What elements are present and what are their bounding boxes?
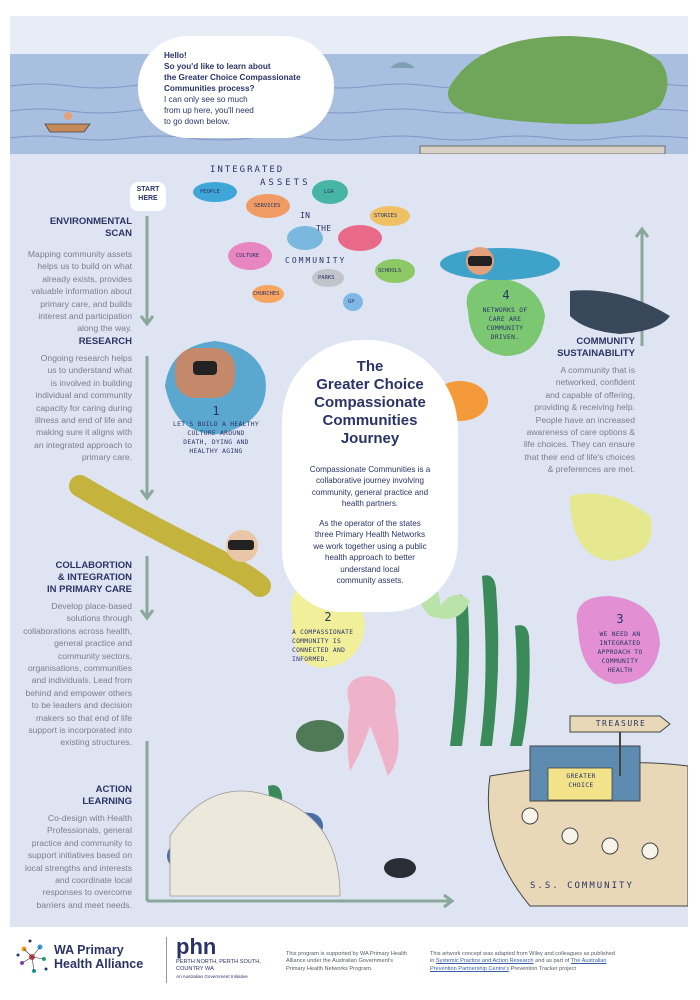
sustain-title-1: COMMUNITY (576, 336, 635, 347)
env-scan-line: Mapping community assets (27, 249, 132, 259)
bubble-3-line: INTEGRATED (599, 640, 641, 647)
bubble-1-number: 1 (212, 404, 220, 418)
start-here-line-2: HERE (138, 195, 158, 202)
collab-title-2: & INTEGRATION (57, 572, 132, 583)
action-line: support initiatives based on (27, 850, 132, 861)
research-line: making sure it aligns with (35, 427, 132, 438)
ship-name: S.S. COMMUNITY (530, 881, 634, 891)
diver-research (175, 348, 235, 398)
sustain-line: A community that is (560, 365, 635, 375)
research-line: illness and end of life and (35, 415, 132, 426)
center-p2-line: community assets. (336, 576, 404, 586)
credit-line: and as part of (533, 958, 571, 965)
env-scan-line: helps us to build on what (37, 261, 132, 272)
bubble-3-line: APPROACH TO (597, 649, 643, 656)
fish-label-services: SERVICES (254, 203, 281, 209)
action-line: responses to overcome (42, 887, 132, 898)
rowing-boat (45, 124, 90, 132)
fish-label-churches: CHURCHES (253, 291, 280, 297)
speech-line-5: I can only see so much (164, 95, 248, 104)
fish-label-parks: PARKS (318, 275, 335, 281)
center-p2-line: understand local (340, 564, 400, 574)
bubble-2-line: A COMPASSIONATE (292, 629, 354, 636)
collab-line: solutions through (66, 613, 132, 624)
center-p1-line: community, general practice and (311, 487, 429, 497)
collab-line: collaborations across health, (23, 625, 132, 636)
center-p2-line: As the operator of the states (319, 519, 421, 528)
env-scan-line: primary care, and builds (40, 298, 132, 309)
speech-line-2: So you'd like to learn about (164, 62, 271, 71)
bubble-2-text (292, 628, 366, 664)
env-scan-body (10, 248, 132, 335)
action-line: Professionals, general (46, 825, 132, 836)
assets-word-community: COMMUNITY (285, 256, 347, 265)
speech-line-3: the Greater Choice Compassionate (164, 73, 301, 82)
sustain-line: that their end of life's choices (524, 451, 635, 462)
bubble-3-line: HEALTH (607, 667, 633, 674)
env-scan-title-1: ENVIRONMENTAL (49, 216, 132, 227)
research-body (10, 352, 132, 464)
research-line: capacity for caring during (35, 402, 132, 413)
collab-line: organisations, communities (27, 663, 132, 674)
credit-link-partnership-1[interactable]: The Australian (570, 958, 607, 965)
collab-body (10, 600, 132, 749)
fish-label-lga: LGA (324, 189, 334, 195)
bubble-1-text (168, 420, 264, 456)
center-title-5: Journey (340, 430, 400, 447)
credit-link-partnership-2[interactable]: Prevention Partnership Centre's (430, 965, 510, 972)
sustain-line: providing & receiving help. (534, 402, 635, 413)
fish-label-people: PEOPLE (200, 189, 220, 195)
wapha-logo-icon (12, 935, 52, 979)
chest-label-2: CHOICE (568, 781, 594, 789)
sustain-line: and capable of offering, (545, 389, 635, 400)
collab-line: general practice and (54, 638, 132, 649)
bubble-2-number: 2 (324, 610, 332, 624)
env-scan-line: already exists, provides (42, 273, 132, 284)
sustain-line: People have an increased (535, 414, 635, 425)
sustain-title-2: SUSTAINABILITY (557, 348, 635, 359)
bubble-4-line: COMMUNITY (486, 325, 524, 332)
research-line: us to understand what (47, 365, 132, 376)
poster (10, 16, 688, 927)
bubble-1-line: DEATH, DYING AND (183, 439, 249, 446)
pier (420, 146, 665, 154)
assets-word-the: THE (316, 224, 332, 233)
support-line: Alliance under the Australian Government's (286, 958, 394, 965)
center-title-1: The (356, 358, 384, 375)
bubble-1-line: LET'S BUILD A HEALTHY (173, 421, 259, 428)
center-paragraph-1 (288, 464, 452, 510)
action-line: local strengths and interests (24, 862, 132, 873)
speech-line-6: from up here, you'll need (164, 106, 254, 115)
bubble-4-text (470, 306, 540, 342)
research-line: primary care. (81, 452, 132, 463)
fish-label-gp: GP (348, 299, 355, 305)
collab-title-1: COLLABORTION (55, 560, 132, 571)
research-title: RESEARCH (78, 336, 132, 347)
action-title (10, 784, 132, 808)
support-line: This program is supported by WA Primary Health (286, 951, 408, 957)
turtle (296, 720, 344, 752)
sustain-line: networked, confident (555, 377, 635, 388)
sustain-line: & preferences are met. (547, 464, 635, 475)
bubble-1-line: CULTURE AROUND (187, 430, 245, 437)
speech-bubble (138, 36, 334, 138)
center-p1-line: Compassionate Communities is a (309, 465, 431, 474)
bubble-2-line: CONNECTED AND (292, 647, 346, 654)
credit-line: This artwork concept was adapted from Wiley and colleagues as published (430, 951, 616, 957)
sustain-line: awareness of care options & (526, 427, 635, 438)
phn-sub-2: COUNTRY WA (176, 966, 214, 972)
sustain-body (510, 364, 635, 476)
start-here-badge (130, 182, 166, 211)
collab-line: makers so that end of life (35, 712, 132, 723)
research-line: individual and community (35, 390, 132, 401)
treasure-sign-text: TREASURE (595, 719, 647, 728)
fish-label-stories: STORIES (374, 213, 398, 219)
bubble-4-line: DRIVEN. (490, 334, 520, 341)
center-p2-line: we work together using a public (313, 541, 427, 551)
phn-subtitle (176, 959, 261, 981)
speech-line-4: Communities process? (164, 84, 255, 93)
center-title (282, 358, 458, 448)
env-scan-line: interest and participation (38, 311, 132, 322)
collab-line: behind and empower others (25, 687, 132, 698)
wapha-line-1: WA Primary (54, 943, 124, 957)
env-scan-line: along the way. (77, 323, 132, 334)
footer (0, 927, 700, 1000)
assets-word-in: IN (300, 211, 311, 220)
bubble-4-number: 4 (502, 288, 510, 302)
bubble-3-text (582, 630, 658, 675)
center-p2-line: three Primary Health Networks (314, 530, 426, 540)
collab-line: Develop place-based (51, 601, 132, 611)
credit-line: Prevention Tracker project (509, 965, 576, 972)
collab-title (10, 560, 132, 596)
center-card (282, 340, 458, 612)
center-title-3: Compassionate (314, 394, 426, 411)
chest-label-1: GREATER (566, 772, 596, 780)
bubble-3-line: WE NEED AN (599, 631, 641, 638)
assets-word-assets: ASSETS (260, 178, 311, 188)
speech-text (164, 50, 334, 127)
assets-word-integrated: INTEGRATED (210, 165, 285, 175)
wapha-logo-text (54, 943, 143, 971)
action-title-2: LEARNING (82, 796, 132, 807)
bubble-3-number: 3 (616, 612, 624, 626)
center-p1-line: collaborative journey involving (316, 476, 424, 486)
phn-logo: phn (176, 934, 217, 959)
bubble-4-line: CARE ARE (488, 316, 522, 323)
credit-link-journal[interactable]: Systemic Practice and Action Research (435, 958, 534, 965)
footer-divider (166, 937, 167, 983)
action-title-1: ACTION (95, 784, 132, 795)
env-scan-title-2: SCAN (105, 228, 132, 239)
start-here-line-1: START (136, 186, 160, 193)
support-line: Primary Health Networks Program. (286, 965, 373, 972)
bubble-1-line: HEALTHY AGING (189, 448, 243, 455)
center-p1-line: health partners. (341, 499, 399, 509)
action-body (10, 812, 132, 911)
bubble-2-line: COMMUNITY IS (292, 638, 342, 645)
wapha-line-2: Health Alliance (54, 957, 144, 971)
fish-label-culture: CULTURE (236, 253, 260, 259)
bubble-3-line: COMMUNITY (601, 658, 639, 665)
center-p2-line: health approach to better (325, 553, 415, 563)
research-line: Ongoing research helps (40, 353, 132, 363)
speech-line-1: Hello! (164, 51, 187, 60)
chest-label (550, 772, 612, 790)
action-line: barriers and meet needs. (36, 899, 132, 910)
phn-sub-3: An Australian Government Initiative (176, 974, 248, 979)
fish-label-schools: SCHOOLS (378, 268, 402, 274)
credit-text (430, 951, 692, 973)
sustain-line: life choices. They can ensure (523, 439, 635, 450)
collab-line: and individuals. Lead from (31, 675, 132, 686)
speech-line-7: to go down below. (164, 117, 230, 126)
crab (384, 858, 416, 878)
center-title-2: Greater Choice (316, 376, 424, 393)
collab-line: support is incorporated into (28, 725, 132, 736)
phn-sub-1: PERTH NORTH, PERTH SOUTH, (176, 959, 261, 965)
collab-line: existing structures. (60, 737, 132, 748)
credit-line: in (430, 958, 436, 965)
research-line: is involved in building (50, 377, 132, 388)
action-line: practice and community to (31, 837, 132, 848)
env-scan-title (10, 216, 132, 240)
env-scan-line: valuable information about (31, 286, 132, 297)
collab-title-3: IN PRIMARY CARE (47, 584, 132, 595)
center-paragraph-2 (288, 518, 452, 586)
collab-line: community sectors, (57, 650, 132, 661)
collab-line: to be leaders and decision (31, 700, 132, 711)
bubble-4-line: NETWORKS OF (482, 307, 528, 314)
research-line: an integrated approach to (34, 439, 132, 450)
center-title-4: Communities (322, 412, 418, 429)
action-line: and coordinate local (55, 875, 132, 886)
bubble-2-line: INFORMED. (292, 656, 329, 663)
support-text (286, 951, 436, 973)
action-line: Co-design with Health (47, 813, 132, 823)
